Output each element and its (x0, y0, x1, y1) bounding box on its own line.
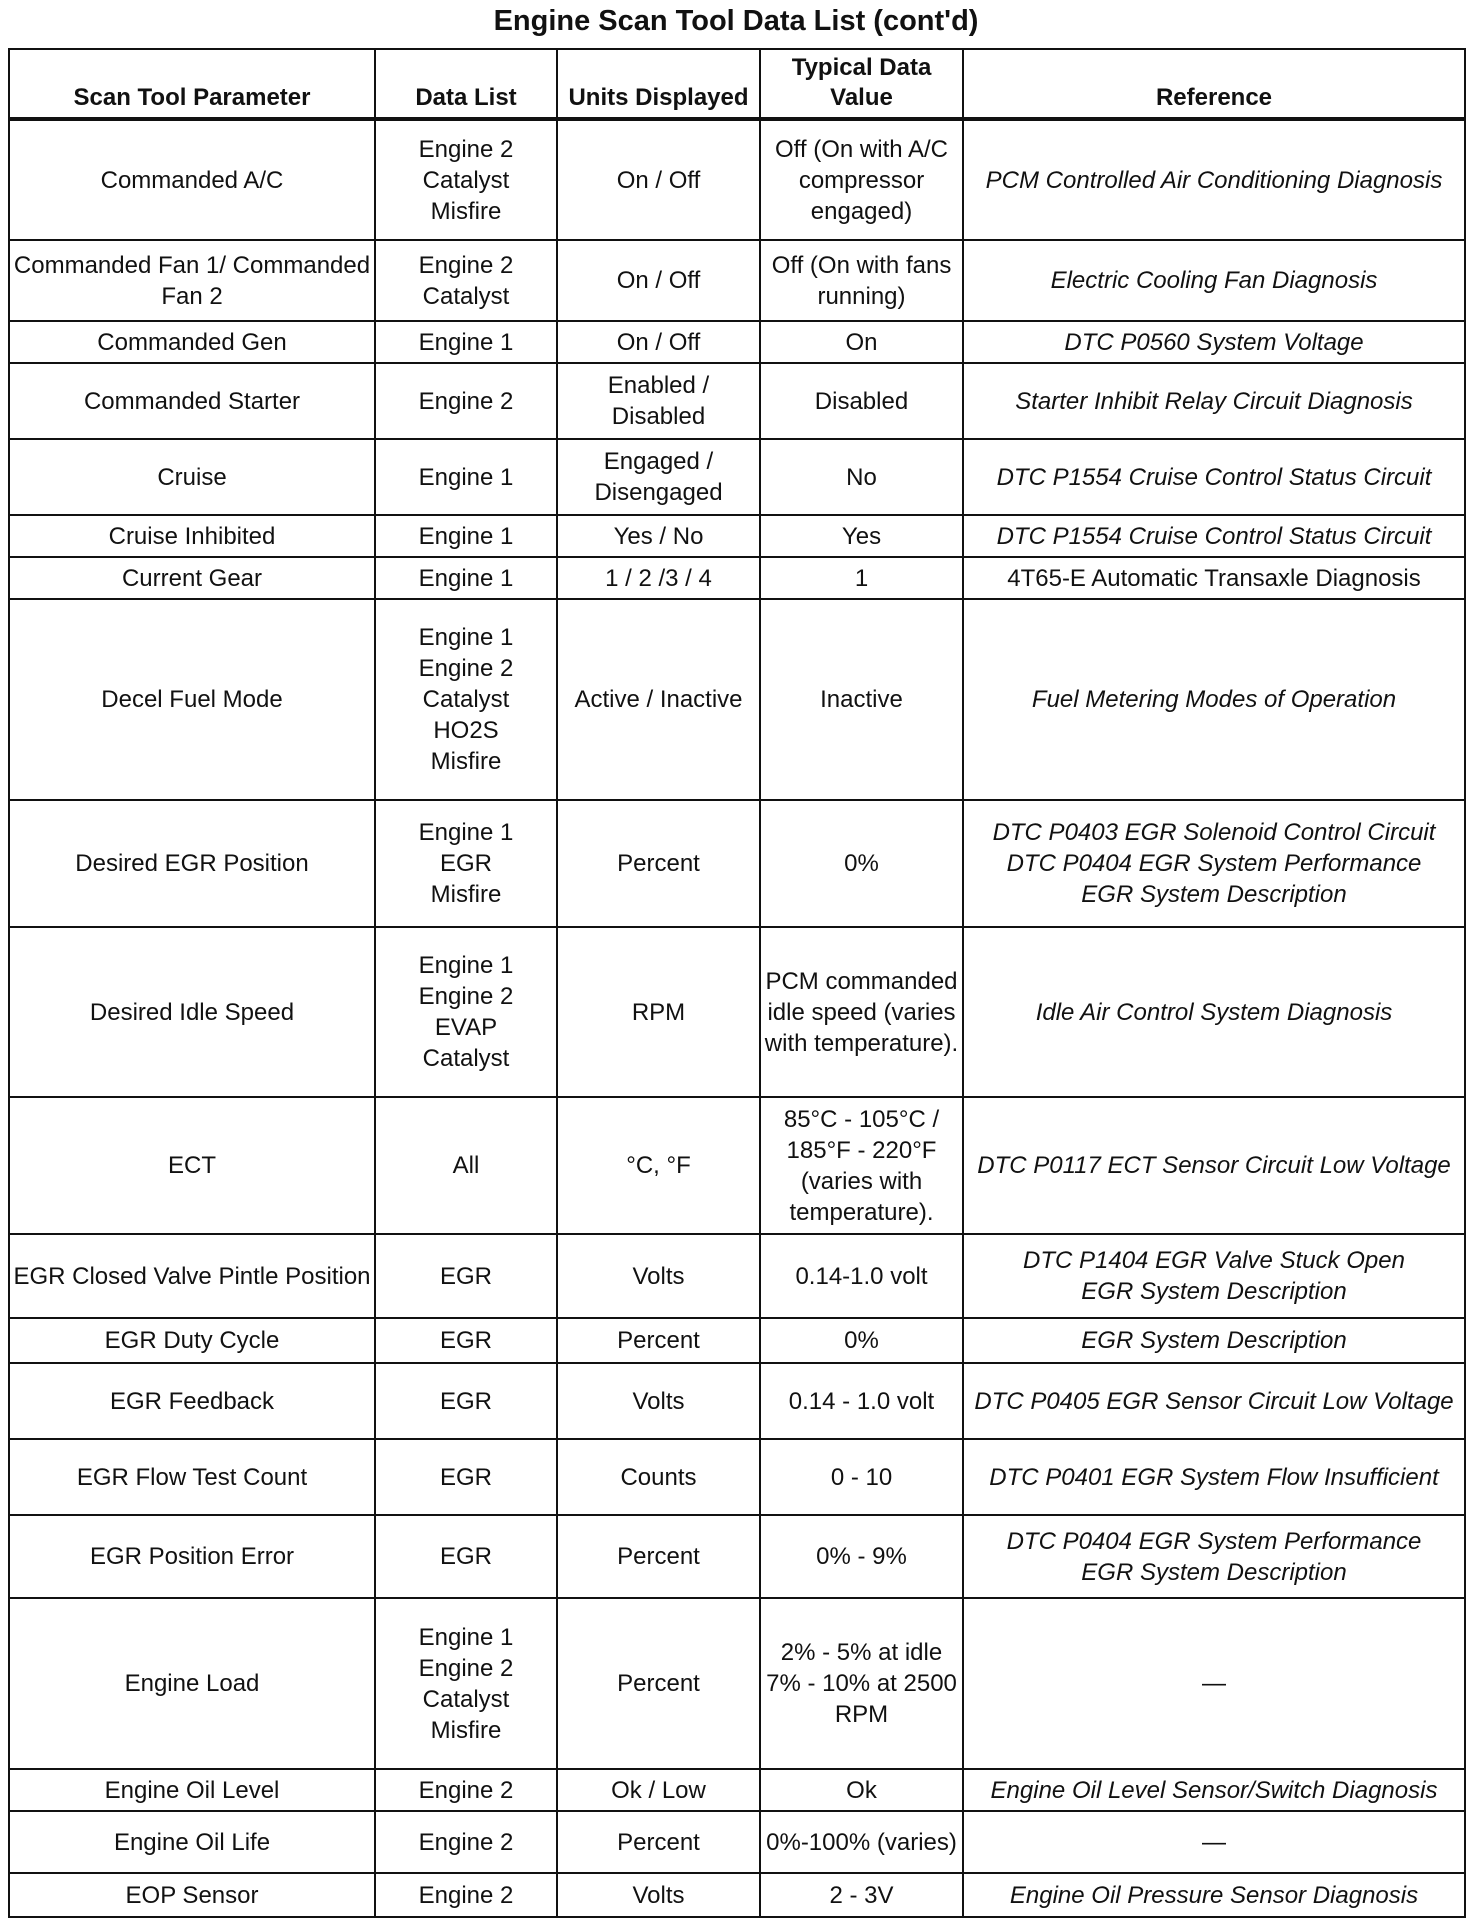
cell-typical-value (760, 1234, 963, 1318)
cell-units: °C, °F (557, 1097, 760, 1234)
cell-parameter: EGR Flow Test Count (9, 1439, 375, 1515)
table-row (9, 1439, 1465, 1515)
cell-reference (963, 119, 1465, 240)
cell-data-list (375, 1097, 557, 1234)
data-list-entry: EGR (439, 1543, 492, 1570)
reference-entry: DTC P1404 EGR Valve Stuck Open (1023, 1247, 1405, 1274)
cell-reference (963, 363, 1465, 439)
cell-units: Yes / No (557, 515, 760, 557)
cell-typical-value (760, 1811, 963, 1873)
cell-data-list (375, 1515, 557, 1598)
cell-reference (963, 1598, 1465, 1769)
cell-reference (963, 240, 1465, 321)
data-list-entry: Engine 1 (418, 463, 514, 491)
data-list-entry: EGR (439, 1262, 492, 1290)
typical-value-line: 2 - 3V (829, 1881, 894, 1909)
data-list-entry: Catalyst (422, 1685, 510, 1713)
cell-parameter: Desired EGR Position (9, 800, 375, 927)
reference-entry: DTC P1554 Cruise Control Status Circuit (996, 463, 1432, 491)
cell-reference (963, 1234, 1465, 1318)
reference-entry: EGR System Description (1081, 1558, 1347, 1586)
data-list-entry: Catalyst (422, 166, 510, 194)
cell-typical-value (760, 1598, 963, 1769)
cell-parameter: Engine Load (9, 1598, 375, 1769)
cell-typical-value (760, 1769, 963, 1811)
cell-parameter: ECT (9, 1097, 375, 1234)
cell-typical-value (760, 240, 963, 321)
cell-units: Volts (557, 1873, 760, 1917)
cell-units: Engaged / Disengaged (557, 439, 760, 515)
cell-data-list (375, 363, 557, 439)
data-list-entry: Engine 2 (418, 1654, 514, 1682)
cell-reference (963, 927, 1465, 1097)
table-row (9, 1873, 1465, 1917)
data-list-entry: Engine 1 (418, 564, 514, 592)
cell-units: Percent (557, 800, 760, 927)
cell-data-list (375, 1769, 557, 1811)
reference-entry: EGR System Description (1081, 1278, 1347, 1305)
table-row (9, 1769, 1465, 1811)
cell-typical-value (760, 1097, 963, 1234)
cell-units: Volts (557, 1234, 760, 1318)
typical-value-line: 7% - 10% at 2500 RPM (766, 1670, 957, 1728)
reference-entry: DTC P1554 Cruise Control Status Circuit (996, 522, 1432, 550)
cell-reference (963, 1439, 1465, 1515)
typical-value-line: Disabled (814, 387, 909, 415)
page-title: Engine Scan Tool Data List (cont'd) (493, 5, 979, 37)
cell-data-list (375, 515, 557, 557)
data-list-entry: Engine 1 (418, 819, 514, 846)
cell-units: Percent (557, 1318, 760, 1363)
cell-typical-value (760, 1363, 963, 1439)
cell-parameter: Engine Oil Life (9, 1811, 375, 1873)
cell-units: On / Off (557, 321, 760, 363)
cell-units: On / Off (557, 240, 760, 321)
header-reference: Reference (963, 49, 1465, 119)
typical-value-line: 0 - 10 (830, 1463, 893, 1491)
typical-value-line: Inactive (820, 686, 903, 713)
data-list-entry: Misfire (430, 1716, 502, 1744)
cell-data-list (375, 119, 557, 240)
typical-value-line: 0.14 - 1.0 volt (788, 1387, 935, 1415)
cell-typical-value (760, 557, 963, 599)
cell-data-list (375, 1873, 557, 1917)
data-list-entry: EGR (439, 1327, 492, 1354)
typical-value-line: 2% - 5% at idle (780, 1639, 943, 1666)
table-row (9, 321, 1465, 363)
cell-parameter: Current Gear (9, 557, 375, 599)
cell-units: Active / Inactive (557, 599, 760, 800)
cell-reference (963, 515, 1465, 557)
data-list-entry: Misfire (430, 197, 502, 225)
reference-entry: — (1202, 1828, 1226, 1856)
cell-data-list (375, 927, 557, 1097)
data-list-entry: HO2S (433, 717, 499, 744)
cell-data-list (375, 1318, 557, 1363)
cell-reference (963, 1097, 1465, 1234)
table-row (9, 1598, 1465, 1769)
table-row (9, 1363, 1465, 1439)
reference-entry: DTC P0117 ECT Sensor Circuit Low Voltage (977, 1152, 1451, 1179)
cell-units: Volts (557, 1363, 760, 1439)
data-list-entry: Engine 1 (418, 328, 514, 356)
cell-data-list (375, 1234, 557, 1318)
reference-entry: PCM Controlled Air Conditioning Diagnosis (985, 166, 1443, 194)
table-row (9, 439, 1465, 515)
cell-parameter: EGR Closed Valve Pintle Position (9, 1234, 375, 1318)
reference-entry: DTC P0560 System Voltage (1064, 328, 1364, 356)
cell-units: Ok / Low (557, 1769, 760, 1811)
data-list-entry: Engine 2 (418, 1828, 514, 1856)
cell-typical-value (760, 439, 963, 515)
cell-parameter: Commanded Starter (9, 363, 375, 439)
cell-typical-value (760, 1515, 963, 1598)
cell-parameter: Commanded A/C (9, 119, 375, 240)
header-typical-data-value: Typical Data Value (760, 49, 963, 119)
header-data-list: Data List (375, 49, 557, 119)
cell-units: Percent (557, 1811, 760, 1873)
table-row (9, 363, 1465, 439)
typical-value-line: Ok (846, 1776, 877, 1804)
typical-value-line: 0% - 9% (816, 1543, 907, 1570)
cell-parameter: EGR Duty Cycle (9, 1318, 375, 1363)
reference-entry: DTC P0404 EGR System Performance (1006, 850, 1422, 877)
table-row (9, 1515, 1465, 1598)
table-row (9, 119, 1465, 240)
cell-typical-value (760, 800, 963, 927)
cell-typical-value (760, 1318, 963, 1363)
reference-entry: EGR System Description (1081, 881, 1347, 908)
cell-reference (963, 800, 1465, 927)
cell-reference (963, 1811, 1465, 1873)
table-row (9, 557, 1465, 599)
reference-entry: Electric Cooling Fan Diagnosis (1050, 267, 1378, 294)
typical-value-line: On (845, 328, 878, 356)
table-row (9, 800, 1465, 927)
data-list-entry: Engine 2 (418, 387, 514, 415)
reference-entry: Idle Air Control System Diagnosis (1035, 998, 1393, 1026)
typical-value-line: Off (On with fans running) (771, 251, 952, 310)
cell-units: Counts (557, 1439, 760, 1515)
cell-parameter: Cruise Inhibited (9, 515, 375, 557)
data-list-entry: Engine 1 (418, 522, 514, 550)
cell-reference (963, 557, 1465, 599)
cell-data-list (375, 1439, 557, 1515)
data-list-entry: EVAP (434, 1014, 498, 1041)
data-list-entry: EGR (439, 850, 492, 877)
data-list-entry: Catalyst (422, 686, 510, 713)
header-scan-tool-parameter: Scan Tool Parameter (9, 49, 375, 119)
data-list-entry: Engine 2 (418, 135, 514, 163)
data-list-entry: Engine 2 (418, 1776, 514, 1804)
cell-reference (963, 1363, 1465, 1439)
table-row (9, 515, 1465, 557)
cell-parameter: EGR Position Error (9, 1515, 375, 1598)
cell-reference (963, 439, 1465, 515)
data-list-entry: Catalyst (422, 282, 510, 310)
cell-typical-value (760, 1439, 963, 1515)
cell-reference (963, 1515, 1465, 1598)
table-row (9, 240, 1465, 321)
cell-parameter: Cruise (9, 439, 375, 515)
reference-entry: Engine Oil Pressure Sensor Diagnosis (1009, 1881, 1419, 1909)
table-row (9, 1097, 1465, 1234)
typical-value-line: 1 (854, 564, 869, 592)
cell-parameter: Desired Idle Speed (9, 927, 375, 1097)
cell-units: On / Off (557, 119, 760, 240)
cell-reference (963, 599, 1465, 800)
reference-entry: Fuel Metering Modes of Operation (1031, 686, 1397, 713)
table-row (9, 1811, 1465, 1873)
reference-entry: EGR System Description (1081, 1327, 1347, 1354)
header-units-displayed: Units Displayed (557, 49, 760, 119)
cell-parameter: Engine Oil Level (9, 1769, 375, 1811)
cell-parameter: EGR Feedback (9, 1363, 375, 1439)
cell-parameter: Commanded Fan 1/ Commanded Fan 2 (9, 240, 375, 321)
data-list-entry: Catalyst (422, 1045, 510, 1072)
reference-entry: 4T65-E Automatic Transaxle Diagnosis (1007, 564, 1421, 592)
typical-value-line: 0% (844, 1327, 879, 1354)
reference-entry: DTC P0405 EGR Sensor Circuit Low Voltage (974, 1387, 1454, 1415)
typical-value-line: Yes (841, 522, 882, 550)
reference-entry: — (1202, 1670, 1226, 1697)
cell-units: Percent (557, 1515, 760, 1598)
cell-units: 1 / 2 /3 / 4 (557, 557, 760, 599)
header-row (9, 49, 1465, 119)
scan-tool-data-table (8, 48, 1466, 1918)
data-list-entry: All (452, 1152, 480, 1179)
data-list-entry: Engine 1 (418, 1623, 514, 1651)
cell-data-list (375, 599, 557, 800)
table-row (9, 599, 1465, 800)
cell-data-list (375, 557, 557, 599)
cell-data-list (375, 1363, 557, 1439)
typical-value-line: No (846, 463, 877, 491)
data-list-entry: EGR (439, 1387, 492, 1415)
cell-typical-value (760, 1873, 963, 1917)
data-list-entry: Misfire (430, 881, 502, 908)
data-list-entry: Engine 2 (418, 1881, 514, 1909)
cell-reference (963, 1873, 1465, 1917)
typical-value-line: 0.14-1.0 volt (795, 1262, 928, 1290)
typical-value-line: Off (On with A/C compressor engaged) (775, 135, 948, 225)
cell-units: Percent (557, 1598, 760, 1769)
table-row (9, 1234, 1465, 1318)
cell-typical-value (760, 321, 963, 363)
typical-value-line: 0% (844, 850, 879, 877)
cell-typical-value (760, 515, 963, 557)
cell-units: RPM (557, 927, 760, 1097)
typical-value-line: 0%-100% (varies) (766, 1828, 957, 1856)
cell-data-list (375, 240, 557, 321)
cell-parameter: EOP Sensor (9, 1873, 375, 1917)
data-list-entry: Engine 2 (418, 251, 514, 279)
cell-reference (963, 1318, 1465, 1363)
typical-value-line: 85°C - 105°C / 185°F - 220°F (varies with temperature). (783, 1105, 940, 1226)
data-list-entry: Engine 1 (418, 952, 514, 979)
cell-units: Enabled / Disabled (557, 363, 760, 439)
cell-parameter: Commanded Gen (9, 321, 375, 363)
cell-reference (963, 1769, 1465, 1811)
reference-entry: Engine Oil Level Sensor/Switch Diagnosis (990, 1776, 1438, 1804)
table-row (9, 927, 1465, 1097)
typical-value-line: PCM commanded idle speed (varies with temperature). (764, 967, 959, 1057)
table-body (9, 119, 1465, 1917)
cell-data-list (375, 1598, 557, 1769)
reference-entry: DTC P0403 EGR Solenoid Control Circuit (992, 819, 1436, 846)
cell-typical-value (760, 599, 963, 800)
cell-typical-value (760, 363, 963, 439)
cell-parameter: Decel Fuel Mode (9, 599, 375, 800)
reference-entry: DTC P0404 EGR System Performance (1006, 1527, 1422, 1555)
cell-reference (963, 321, 1465, 363)
reference-entry: Starter Inhibit Relay Circuit Diagnosis (1015, 387, 1413, 415)
data-list-entry: Engine 2 (418, 983, 514, 1010)
cell-data-list (375, 1811, 557, 1873)
cell-data-list (375, 800, 557, 927)
cell-typical-value (760, 119, 963, 240)
data-list-entry: EGR (439, 1463, 492, 1491)
table-row (9, 1318, 1465, 1363)
data-list-entry: Misfire (430, 748, 502, 775)
data-list-entry: Engine 2 (418, 655, 514, 682)
cell-data-list (375, 439, 557, 515)
data-list-entry: Engine 1 (418, 624, 514, 651)
reference-entry: DTC P0401 EGR System Flow Insufficient (989, 1463, 1439, 1491)
cell-data-list (375, 321, 557, 363)
cell-typical-value (760, 927, 963, 1097)
